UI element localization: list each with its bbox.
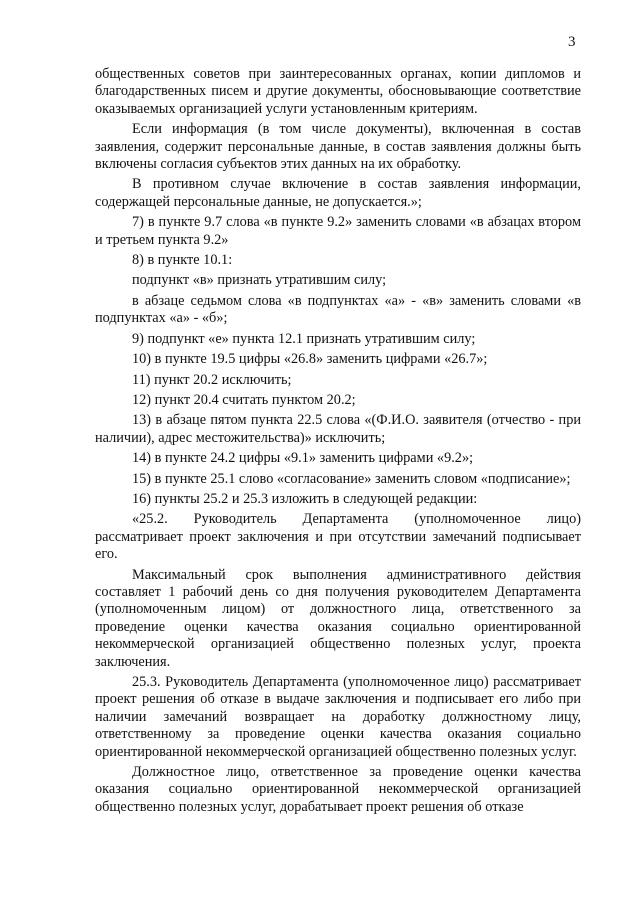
- paragraph: 15) в пункте 25.1 слово «согласование» заменить словом «подписание»;: [132, 470, 571, 487]
- paragraph: 10) в пункте 19.5 цифры «26.8» заменить цифрами «26.7»;: [132, 351, 488, 368]
- paragraph: подпункт «в» признать утратившим силу;: [132, 272, 387, 289]
- paragraph: В противном случае включение в состав заявления информации, содержащей персональные данные, не допускается.»;: [95, 176, 581, 210]
- paragraph: 13) в абзаце пятом пункта 22.5 слова «(Ф.И.О. заявителя (отчество - при наличии), адрес местожительства)» исключить;: [95, 412, 581, 446]
- paragraph: Должностное лицо, ответственное за проведение оценки качества оказания социально ориентированной некоммерческой организацией общественно полезных услуг, дорабатывает проект решения об отказе: [95, 764, 581, 815]
- document-body: [95, 66, 581, 819]
- paragraph: 7) в пункте 9.7 слова «в пункте 9.2» заменить словами «в абзацах втором и третьем пункта 9.2»: [95, 214, 581, 248]
- paragraph: 12) пункт 20.4 считать пунктом 20.2;: [132, 391, 356, 408]
- paragraph: 8) в пункте 10.1:: [132, 252, 233, 269]
- paragraph: 16) пункты 25.2 и 25.3 изложить в следующей редакции:: [132, 490, 478, 507]
- paragraph: Если информация (в том числе документы), включенная в состав заявления, содержит персональные данные, в состав заявления должны быть включены согласия субъектов этих данных на их обработку.: [95, 121, 581, 173]
- paragraph: в абзаце седьмом слова «в подпунктах «а» - «в» заменить словами «в подпунктах «а» - «б»;: [95, 292, 581, 327]
- paragraph: «25.2. Руководитель Департамента (уполномоченное лицо) рассматривает проект заключения и при отсутствии замечаний подписывает его.: [95, 511, 581, 563]
- paragraph: общественных советов при заинтересованных органах, копии дипломов и благодарственных писем и другие документы, обосновывающие соответствие оказываемых организацией услуги установленным критериям.: [95, 66, 581, 117]
- paragraph: 14) в пункте 24.2 цифры «9.1» заменить цифрами «9.2»;: [132, 450, 474, 467]
- paragraph: 9) подпункт «е» пункта 12.1 признать утратившим силу;: [132, 330, 476, 347]
- paragraph: Максимальный срок выполнения административного действия составляет 1 рабочий день со дня получения руководителем Департамента (уполномоченным лицом) от должностного лица, ответственного за проведение оценки качества оказания социально ориентированной некоммерческой организацией общественно полезных услуг, проекта заключения.: [95, 566, 581, 670]
- page-number: 3: [568, 34, 576, 50]
- paragraph: 11) пункт 20.2 исключить;: [132, 371, 292, 388]
- paragraph: 25.3. Руководитель Департамента (уполномоченное лицо) рассматривает проект решения об отказе в выдаче заключения и подписывает его либо при наличии замечаний возвращает на доработку должностному лицу, ответственному за проведение оценки качества оказания социально ориентированной некоммерческой организацией общественно полезных услуг.: [95, 674, 581, 760]
